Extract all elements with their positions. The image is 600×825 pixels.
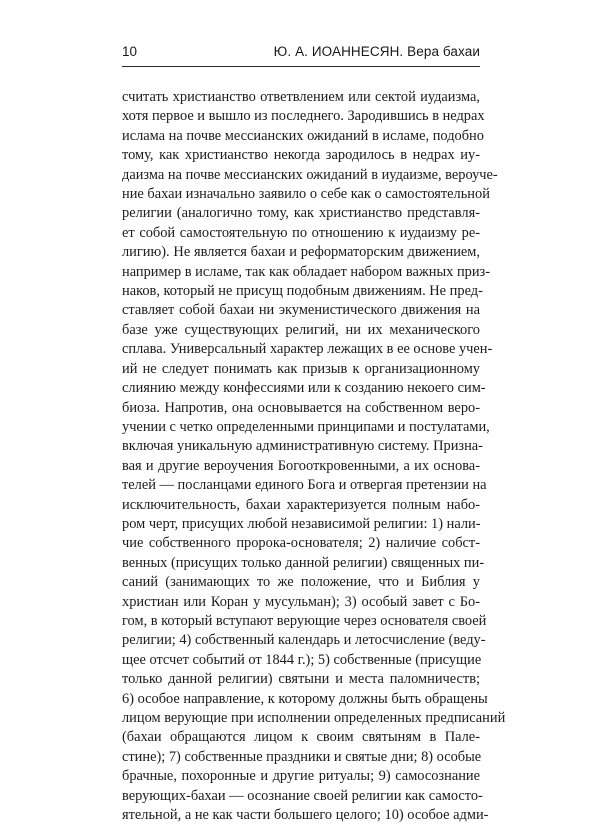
running-header (122, 44, 480, 64)
text-line: хотя первое и вышло из последнего. Зародившись в недрах (122, 108, 485, 125)
text-line: религии (аналогично тому, как христианство представля- (122, 205, 480, 222)
text-line: верующих-бахаи — осознание своей религии как самосто- (122, 787, 483, 804)
text-line: даизма на почве мессианских ожиданий в иудаизме, вероуче- (122, 166, 498, 183)
text-line: стине); 7) собственные праздники и святые дни; 8) особые (122, 748, 482, 765)
text-line: брачные, похоронные и другие ритуалы; 9) самосознание (122, 768, 480, 785)
text-line: 6) особое направление, к которому должны быть обращены (122, 690, 488, 707)
text-line: учении с четко определенными принципами и постулатами, (122, 418, 490, 435)
text-line: например в исламе, так как обладает набором важных приз- (122, 263, 491, 280)
text-line: слиянию между конфессиями или к созданию некоего сим- (122, 380, 486, 397)
text-line: ий не следует понимать как призыв к организационному (122, 360, 480, 377)
text-line: ставляет собой бахаи ни экуменистического движения на (122, 302, 480, 319)
text-line: ет собой самостоятельную по отношению к иудаизму ре- (122, 224, 480, 241)
text-line: гом, в который вступают верующие через основателя своей (122, 612, 487, 629)
text-line: ние бахаи изначально заявило о себе как о самостоятельной (122, 186, 490, 203)
text-line: ислама на почве мессианских ожиданий в исламе, подобно (122, 127, 484, 144)
text-line: саний (занимающих то же положение, что и Библия у (122, 574, 480, 591)
text-line: вая и другие вероучения Богооткровенными, а их основа- (122, 457, 480, 474)
text-line: только данной религии) святыни и места паломничеств; (122, 671, 480, 688)
text-line: телей — посланцами единого Бога и отвергая претензии на (122, 477, 487, 494)
text-line: считать христианство ответвлением или сектой иудаизма, (122, 89, 480, 105)
text-line: базе уже существующих религий, ни их механического (122, 321, 480, 338)
text-line: чие собственного пророка-основателя; 2) наличие собст- (122, 535, 480, 552)
header-rule (122, 66, 480, 67)
text-line: биоза. Напротив, она основывается на собственном веро- (122, 399, 480, 416)
text-line: тому, как христианство некогда зародилось в недрах иу- (122, 147, 480, 164)
body-text (122, 88, 506, 825)
text-line: сплава. Универсальный характер лежащих в ее основе учен- (122, 341, 493, 358)
text-line: наков, который не присущ подобным движениям. Не пред- (122, 283, 483, 300)
text-line: венных (присущих только данной религии) священных пи- (122, 554, 485, 571)
text-line: ятельной, а не как части большего целого; 10) особое адми- (122, 807, 489, 824)
text-line: (бахаи обращаются лицом к своим святыням в Пале- (122, 729, 480, 746)
text-line: лицом верующие при исполнении определенных предписаний (122, 710, 506, 726)
running-title: Ю. А. ИОАННЕСЯН. Вера бахаи (273, 44, 480, 59)
page-number: 10 (122, 44, 138, 59)
text-line: ром черт, присущих любой независимой религии: 1) нали- (122, 515, 481, 532)
text-line: включая уникальную административную систему. Призна- (122, 438, 483, 455)
text-line: лигию). Не является бахаи и реформаторским движением, (122, 244, 480, 261)
text-line: религии; 4) собственный календарь и летосчисление (веду- (122, 632, 486, 649)
text-line: щее отсчет событий от 1844 г.); 5) собственные (присущие (122, 651, 482, 668)
text-line: исключительность, бахаи характеризуется полным набо- (122, 496, 480, 513)
text-line: христиан или Коран у мусульман); 3) особый завет с Бо- (122, 593, 480, 610)
